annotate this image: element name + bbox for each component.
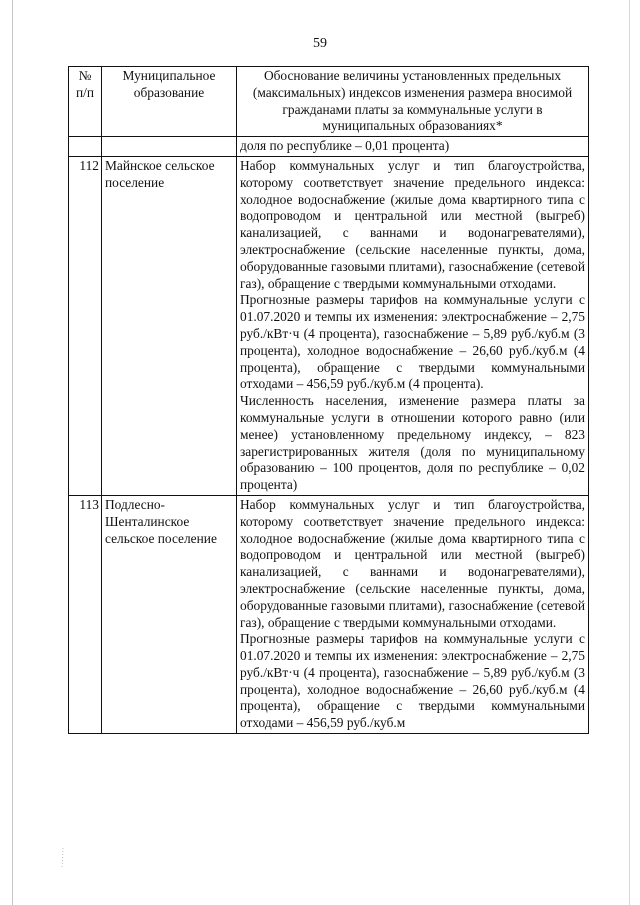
basis-cell [237, 156, 589, 495]
basis-paragraph-services: Набор коммунальных услуг и тип благоустройства, которому соответствует значение предельного индекса: холодное водоснабжение (жилые дома квартирного типа с водопроводом и центральной или местной (выгреб) канализацией, с ваннами и водонагревателями), электроснабжение (сельские населенные пункты, дома, оборудованные газовыми плитами), газоснабжение (сетевой газ), обращение с твердыми коммунальными отходами. [240, 496, 585, 630]
table-row [69, 156, 589, 495]
municipality-name: Майнское сельское поселение [102, 156, 237, 495]
continuation-text: доля по республике – 0,01 процента) [237, 137, 589, 157]
municipality-name: Подлесно-Шенталинское сельское поселение [102, 495, 237, 733]
header-municipality: Муниципальное образование [102, 67, 237, 137]
scan-artifact [60, 848, 66, 868]
basis-cell [237, 495, 589, 733]
basis-paragraph-services: Набор коммунальных услуг и тип благоустройства, которому соответствует значение предельного индекса: холодное водоснабжение (жилые дома квартирного типа с водопроводом и центральной или местной (выгреб) канализацией, с ваннами и водонагревателями), электроснабжение (сельские населенные пункты, дома, оборудованные газовыми плитами), газоснабжение (сетевой газ), обращение с твердыми коммунальными отходами. [240, 157, 585, 291]
table-header-row [69, 67, 589, 137]
tariff-table [68, 66, 589, 734]
row-number: 113 [69, 495, 102, 733]
row-number: 112 [69, 156, 102, 495]
basis-paragraph-tariffs: Прогнозные размеры тарифов на коммунальные услуги с 01.07.2020 и темпы их изменения: электроснабжение – 2,75 руб./кВт·ч (4 процента), газоснабжение – 5,89 руб./куб.м (3 процента), холодное водоснабжение – 26,60 руб./куб.м (4 процента), обращение с твердыми коммунальными отходами – 456,59 руб./куб.м [240, 631, 585, 731]
scan-edge-right [629, 0, 630, 905]
basis-paragraph-population: Численность населения, изменение размера платы за коммунальные услуги в отношении которого равно (или менее) установленному предельному индексу, – 823 зарегистрированных жителя (доля по муниципальному образованию – 100 процентов, доля по республике – 0,02 процента) [240, 393, 585, 493]
continuation-row [69, 137, 589, 157]
scan-edge-left [12, 0, 13, 905]
table-row [69, 495, 589, 733]
header-num: № п/п [69, 67, 102, 137]
basis-paragraph-tariffs: Прогнозные размеры тарифов на коммунальные услуги с 01.07.2020 и темпы их изменения: электроснабжение – 2,75 руб./кВт·ч (4 процента), газоснабжение – 5,89 руб./куб.м (3 процента), холодное водоснабжение – 26,60 руб./куб.м (4 процента), обращение с твердыми коммунальными отходами – 456,59 руб./куб.м (4 процента). [240, 292, 585, 392]
page-number: 59 [313, 36, 327, 51]
header-basis: Обоснование величины установленных предельных (максимальных) индексов изменения размера вносимой гражданами платы за коммунальные услуги в муниципальных образованиях* [237, 67, 589, 137]
